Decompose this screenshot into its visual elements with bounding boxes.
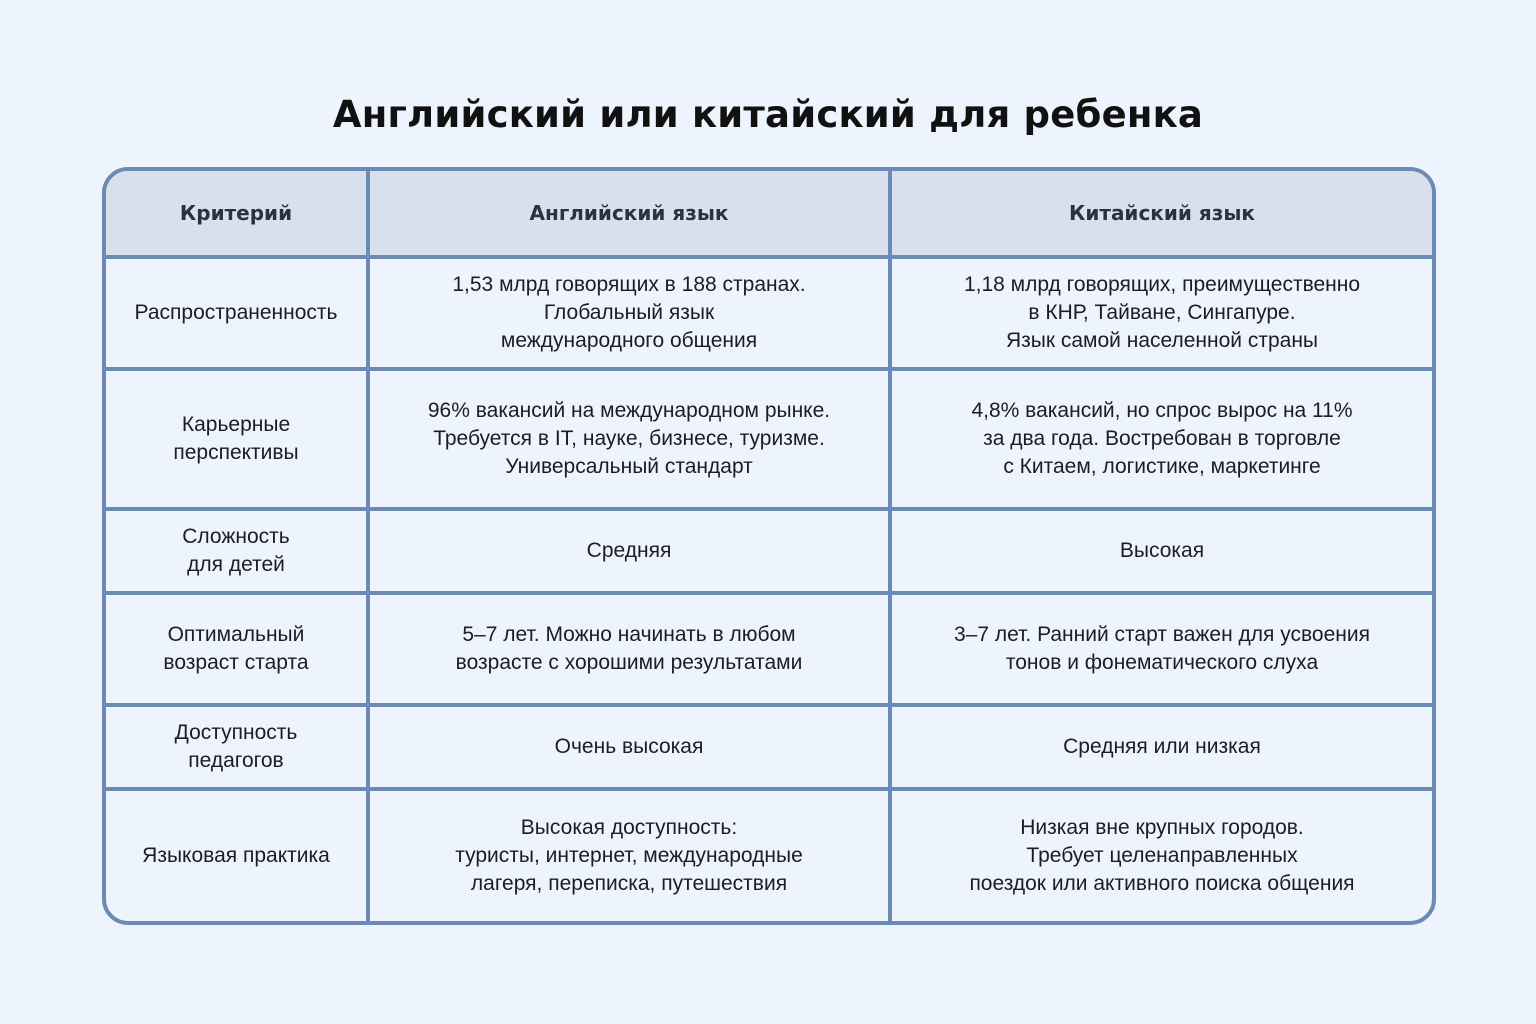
row-criterion (106, 509, 368, 593)
row-chinese (890, 593, 1432, 705)
row-chinese (890, 789, 1432, 921)
criterion-text: Языковая практика (142, 844, 330, 867)
table-row (106, 509, 1432, 593)
row-english (368, 509, 890, 593)
row-criterion (106, 789, 368, 921)
comparison-table (102, 167, 1436, 925)
row-english (368, 593, 890, 705)
row-english (368, 705, 890, 789)
row-english (368, 789, 890, 921)
header-chinese: Китайский язык (890, 171, 1432, 257)
criterion-text: Оптимальный возраст старта (163, 623, 309, 674)
chinese-text: Низкая вне крупных городов. Требует целенаправленных поездок или активного поиска общения (969, 816, 1355, 895)
row-chinese (890, 257, 1432, 369)
header-english: Английский язык (368, 171, 890, 257)
table-row (106, 705, 1432, 789)
english-text: 96% вакансий на международном рынке. Требуется в IT, науке, бизнесе, туризме. Универсальный стандарт (427, 399, 831, 478)
english-text: Высокая доступность: туристы, интернет, международные лагеря, переписка, путешествия (455, 816, 803, 895)
english-text: 1,53 млрд говорящих в 188 странах. Глобальный язык международного общения (452, 273, 806, 352)
row-chinese (890, 509, 1432, 593)
table-header-row (106, 171, 1432, 257)
chinese-text: 1,18 млрд говорящих, преимущественно в КНР, Тайване, Сингапуре. Язык самой населенной страны (963, 273, 1361, 352)
chinese-text: Средняя или низкая (1063, 735, 1261, 758)
table-row (106, 369, 1432, 509)
chinese-text: Высокая (1119, 539, 1205, 562)
table-row (106, 593, 1432, 705)
english-text: Средняя (586, 539, 672, 562)
criterion-text: Карьерные перспективы (173, 413, 299, 464)
row-english (368, 369, 890, 509)
table-row (106, 257, 1432, 369)
english-text: Очень высокая (554, 735, 704, 758)
row-criterion (106, 705, 368, 789)
english-text: 5–7 лет. Можно начинать в любом возрасте с хорошими результатами (455, 623, 803, 674)
row-english (368, 257, 890, 369)
row-criterion (106, 257, 368, 369)
header-criterion: Критерий (106, 171, 368, 257)
table-row (106, 789, 1432, 921)
row-criterion (106, 593, 368, 705)
page-title: Английский или китайский для ребенка (332, 92, 1204, 136)
criterion-text: Доступность педагогов (174, 721, 298, 772)
criterion-text: Сложность для детей (182, 525, 290, 576)
row-criterion (106, 369, 368, 509)
row-chinese (890, 369, 1432, 509)
row-chinese (890, 705, 1432, 789)
criterion-text: Распространенность (134, 301, 338, 324)
chinese-text: 3–7 лет. Ранний старт важен для усвоения тонов и фонематического слуха (954, 623, 1370, 674)
chinese-text: 4,8% вакансий, но спрос вырос на 11% за два года. Востребован в торговле с Китаем, логистике, маркетинге (971, 399, 1353, 478)
